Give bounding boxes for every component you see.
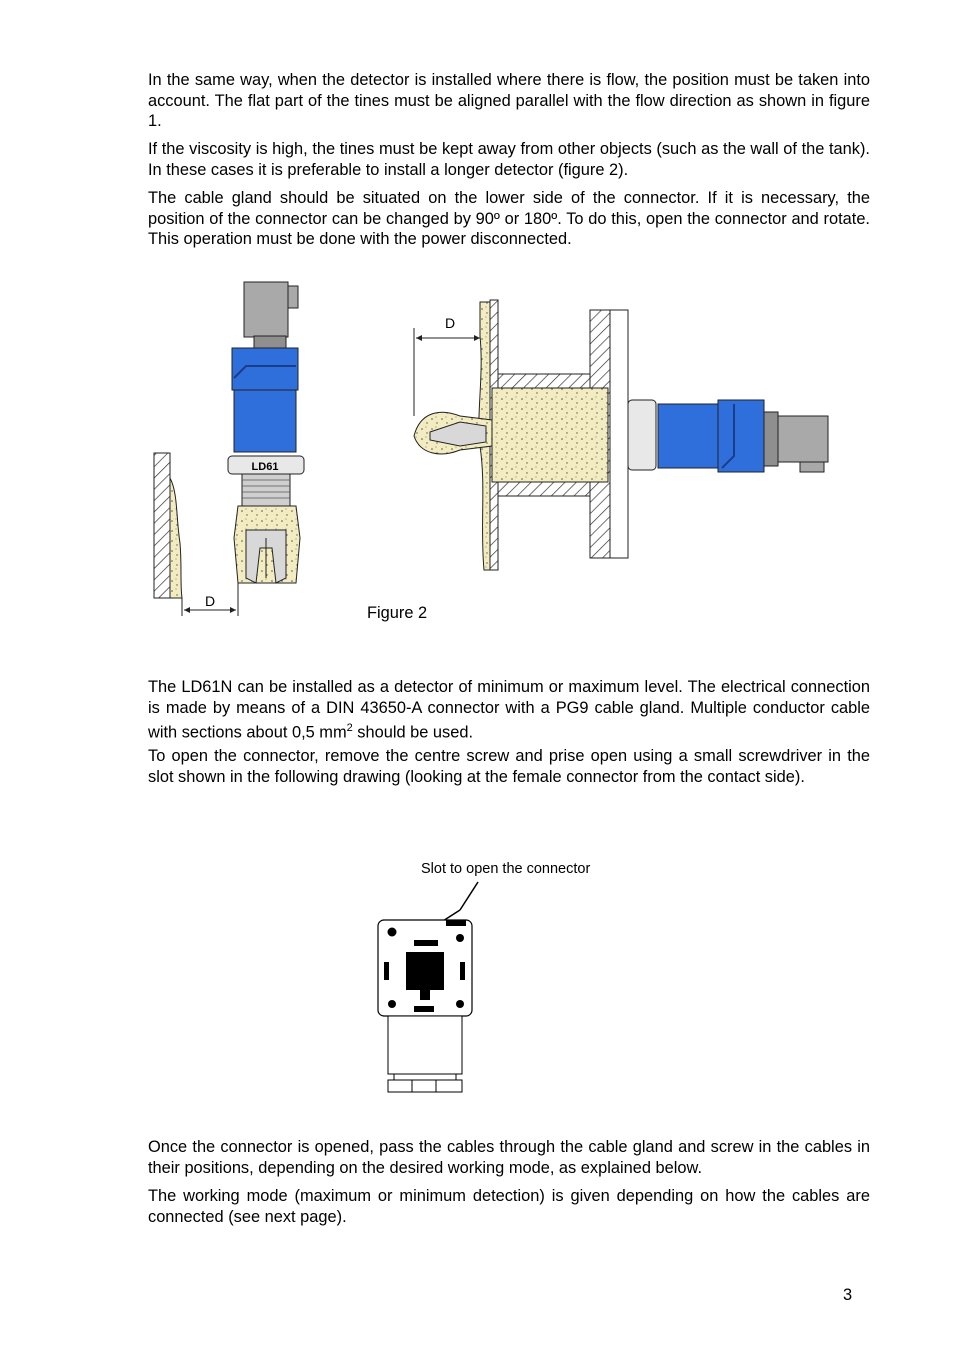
figure-2-vertical-detector: [150, 278, 350, 623]
slot-label: Slot to open the connector: [421, 861, 591, 877]
connector-body: [388, 1016, 462, 1074]
device-label: LD61: [251, 461, 279, 473]
superscript-2: 2: [346, 722, 353, 735]
paragraph-ld61n-connection: [148, 677, 870, 743]
tank-wall: [154, 453, 170, 598]
paragraph-cable-gland: The cable gland should be situated on the lower side of the connector. If it is necessary, the position of the connector can be changed by 90º or 180º. To do this, open the connector and rotate. This operation must be done with the power disconnected.: [148, 189, 870, 249]
paragraph-ld61n-text-end: should be used.: [352, 723, 474, 742]
detector-body-right: [658, 404, 718, 468]
paragraph-ld61n-text: The LD61N can be installed as a detector of minimum or maximum level. The electrical connection is made by means of a DIN 43650-A connector with a PG9 cable gland. Multiple conductor cable with sections about 0,5 mm: [148, 678, 870, 742]
paragraph-working-mode: The working mode (maximum or minimum detection) is given depending on how the cables are connected (see next page).: [148, 1187, 870, 1226]
sediment-wall: [170, 478, 182, 598]
paragraph-viscosity: If the viscosity is high, the tines must be kept away from other objects (such as the wall of the tank). In these cases it is preferable to install a longer detector (figure 2).: [148, 140, 870, 179]
connector-head-right: [778, 416, 828, 462]
page-number: 3: [843, 1286, 853, 1304]
paragraph-open-connector: To open the connector, remove the centre screw and prise open using a small screwdriver in the slot shown in the following drawing (looking at the female connector from the contact side).: [148, 747, 870, 786]
dimension-label-right: D: [444, 315, 456, 331]
slot: [446, 920, 466, 926]
connector-head: [244, 282, 288, 337]
connector-drawing: [376, 880, 486, 1100]
paragraph-pass-cables: Once the connector is opened, pass the cables through the cable gland and screw in the cables in their positions, depending on the desired working mode, as explained below.: [148, 1138, 870, 1177]
figure-2-caption: Figure 2: [367, 604, 428, 622]
figure-2-horizontal-installation: [400, 296, 840, 576]
dimension-label-left: D: [204, 593, 216, 609]
paragraph-flow-position: In the same way, when the detector is installed where there is flow, the position must be taken into account. The flat part of the tines must be aligned parallel with the flow direction as shown in figure 1.: [148, 71, 870, 131]
sediment-nozzle: [492, 388, 608, 482]
